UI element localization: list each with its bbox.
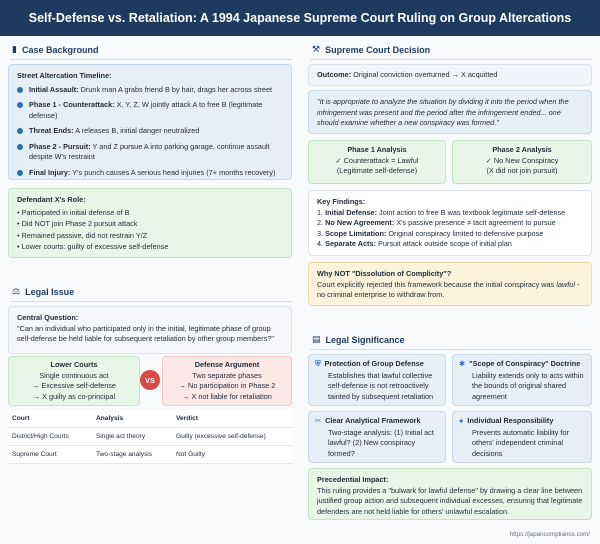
timeline-item: Initial Assault: Drunk man A grabs friend B by hair, drags her across street bbox=[17, 85, 283, 96]
table-row: Supreme Court Two-stage analysis Not Guilty bbox=[8, 446, 292, 464]
why-not-box bbox=[308, 262, 592, 306]
legal-issue-heading: ⚖ Legal Issue bbox=[12, 286, 75, 297]
defendant-role-box bbox=[8, 188, 292, 258]
why-title: Why NOT "Dissolution of Complicity"? bbox=[317, 269, 452, 278]
role-title: Defendant X's Role: bbox=[17, 195, 86, 204]
findings-list bbox=[317, 208, 583, 250]
bank-icon: ▤ bbox=[312, 334, 321, 344]
findings-title: Key Findings: bbox=[317, 197, 366, 206]
divider bbox=[310, 349, 592, 350]
question-title: Central Question: bbox=[17, 313, 79, 322]
bullet-dot-icon bbox=[17, 87, 23, 93]
bullet-dot-icon bbox=[17, 144, 23, 150]
defense-title: Defense Argument bbox=[194, 360, 260, 369]
footer-url: https://japancompliance.com/ bbox=[509, 531, 590, 538]
defense-argument-box: Defense Argument Two separate phases → No participation in Phase 2 → X not liable for retaliation bbox=[162, 356, 292, 406]
list-item: • Lower courts: guilty of excessive self-defense bbox=[17, 242, 169, 252]
timeline-item: Phase 2 - Pursuit: Y and Z pursue A into parking garage, continue assault despite W's restraint bbox=[17, 142, 283, 163]
timeline-item: Final Injury: Y's punch causes A serious head injuries (7+ months recovery) bbox=[17, 168, 283, 179]
lower-courts-box: Lower Courts Single continuous act → Excessive self-defense → X guilty as co-principal bbox=[8, 356, 140, 406]
outcome-box: Outcome: Original conviction overturned → X acquitted bbox=[308, 64, 592, 86]
timeline-list bbox=[17, 85, 283, 179]
divider bbox=[10, 301, 292, 302]
key-findings-box bbox=[308, 190, 592, 256]
gavel-icon: ⚒ bbox=[312, 44, 321, 54]
verdict-table bbox=[8, 410, 292, 464]
significance-card: ✱ "Scope of Conspiracy" Doctrine Liability extends only to acts within the bounds of original shared agreement bbox=[452, 354, 592, 406]
case-background-heading: ▮ Case Background bbox=[12, 44, 99, 55]
vs-badge: VS bbox=[140, 370, 160, 390]
significance-heading: ▤ Legal Significance bbox=[312, 334, 405, 345]
list-item: • Did NOT join Phase 2 pursuit attack bbox=[17, 219, 138, 229]
table-row: District/High Courts Single act theory Guilty (excessive self-defense) bbox=[8, 428, 292, 446]
finding-item: 2. No New Agreement: X's passive presence ≠ tacit agreement to pursue bbox=[317, 218, 556, 228]
significance-card: ⛨ Protection of Group Defense Establishes that lawful collective self-defense is not retroactively tainted by subsequent retaliation bbox=[308, 354, 446, 406]
table-header-row: Court Analysis Verdict bbox=[8, 410, 292, 428]
significance-card: ● Individual Responsibility Prevents automatic liability for others' independent criminal decisions bbox=[452, 411, 592, 463]
timeline-title: Street Altercation Timeline: bbox=[17, 71, 112, 80]
precedential-impact-box bbox=[308, 468, 592, 520]
finding-item: 4. Separate Acts: Pursuit attack outside scope of initial plan bbox=[317, 239, 512, 249]
timeline-item: Phase 1 - Counterattack: X, Y, Z, W jointly attack A to free B (legitimate defense) bbox=[17, 100, 283, 121]
timeline-item: Threat Ends: A releases B, initial danger neutralized bbox=[17, 126, 283, 137]
phase2-analysis-box: Phase 2 Analysis ✓ No New Conspiracy (X did not join pursuit) bbox=[452, 140, 592, 184]
right-column bbox=[300, 36, 600, 544]
divider bbox=[10, 59, 292, 60]
list-item: • Participated in initial defense of B bbox=[17, 207, 130, 217]
precedential-title: Precedential Impact: bbox=[317, 475, 389, 484]
decision-heading: ⚒ Supreme Court Decision bbox=[312, 44, 431, 55]
page-title: Self-Defense vs. Retaliation: A 1994 Japanese Supreme Court Ruling on Group Altercations bbox=[0, 0, 600, 36]
phase1-analysis-box: Phase 1 Analysis ✓ Counterattack = Lawful (Legitimate self-defense) bbox=[308, 140, 446, 184]
central-question: "Can an individual who participated only in the initial, legitimate phase of group self-defense be held liable for subsequent retaliation by other group members?" bbox=[17, 323, 274, 344]
people-icon: ✱ bbox=[459, 359, 466, 368]
finding-item: 1. Initial Defense: Joint action to free B was textbook legitimate self-defense bbox=[317, 207, 566, 217]
precedential-text: This ruling provides a "bulwark for lawful defense" by drawing a clear line between justified group action and subsequent individual excesses, ensuring that legitimate defenders are not held liable for others' unlawful escalation. bbox=[317, 485, 583, 516]
left-column bbox=[0, 36, 300, 544]
court-quote: "It is appropriate to analyze the situation by dividing it into the period when the infringement was present and the period after the infringement ended... one should examine whether a new conspiracy was formed." bbox=[308, 90, 592, 134]
central-question-box bbox=[8, 306, 292, 354]
document-icon: ▮ bbox=[12, 44, 17, 54]
tools-icon: ✂ bbox=[315, 416, 322, 425]
bullet-dot-icon bbox=[17, 170, 23, 176]
user-shield-icon: ● bbox=[459, 416, 464, 425]
timeline-box bbox=[8, 64, 292, 180]
list-item: • Remained passive, did not restrain Y/Z bbox=[17, 230, 148, 240]
bullet-dot-icon bbox=[17, 128, 23, 134]
shield-icon: ⛨ bbox=[315, 359, 321, 368]
why-text: Court explicitly rejected this framework because the initial conspiracy was lawful - no criminal enterprise to withdraw from. bbox=[317, 279, 580, 300]
scales-icon: ⚖ bbox=[12, 286, 21, 296]
divider bbox=[310, 59, 592, 60]
bullet-dot-icon bbox=[17, 102, 23, 108]
role-list bbox=[17, 208, 283, 253]
significance-card: ✂ Clear Analytical Framework Two-stage analysis: (1) Initial act lawful? (2) New conspiracy formed? bbox=[308, 411, 446, 463]
finding-item: 3. Scope Limitation: Original conspiracy limited to defensive purpose bbox=[317, 228, 544, 238]
lower-courts-title: Lower Courts bbox=[50, 360, 98, 369]
